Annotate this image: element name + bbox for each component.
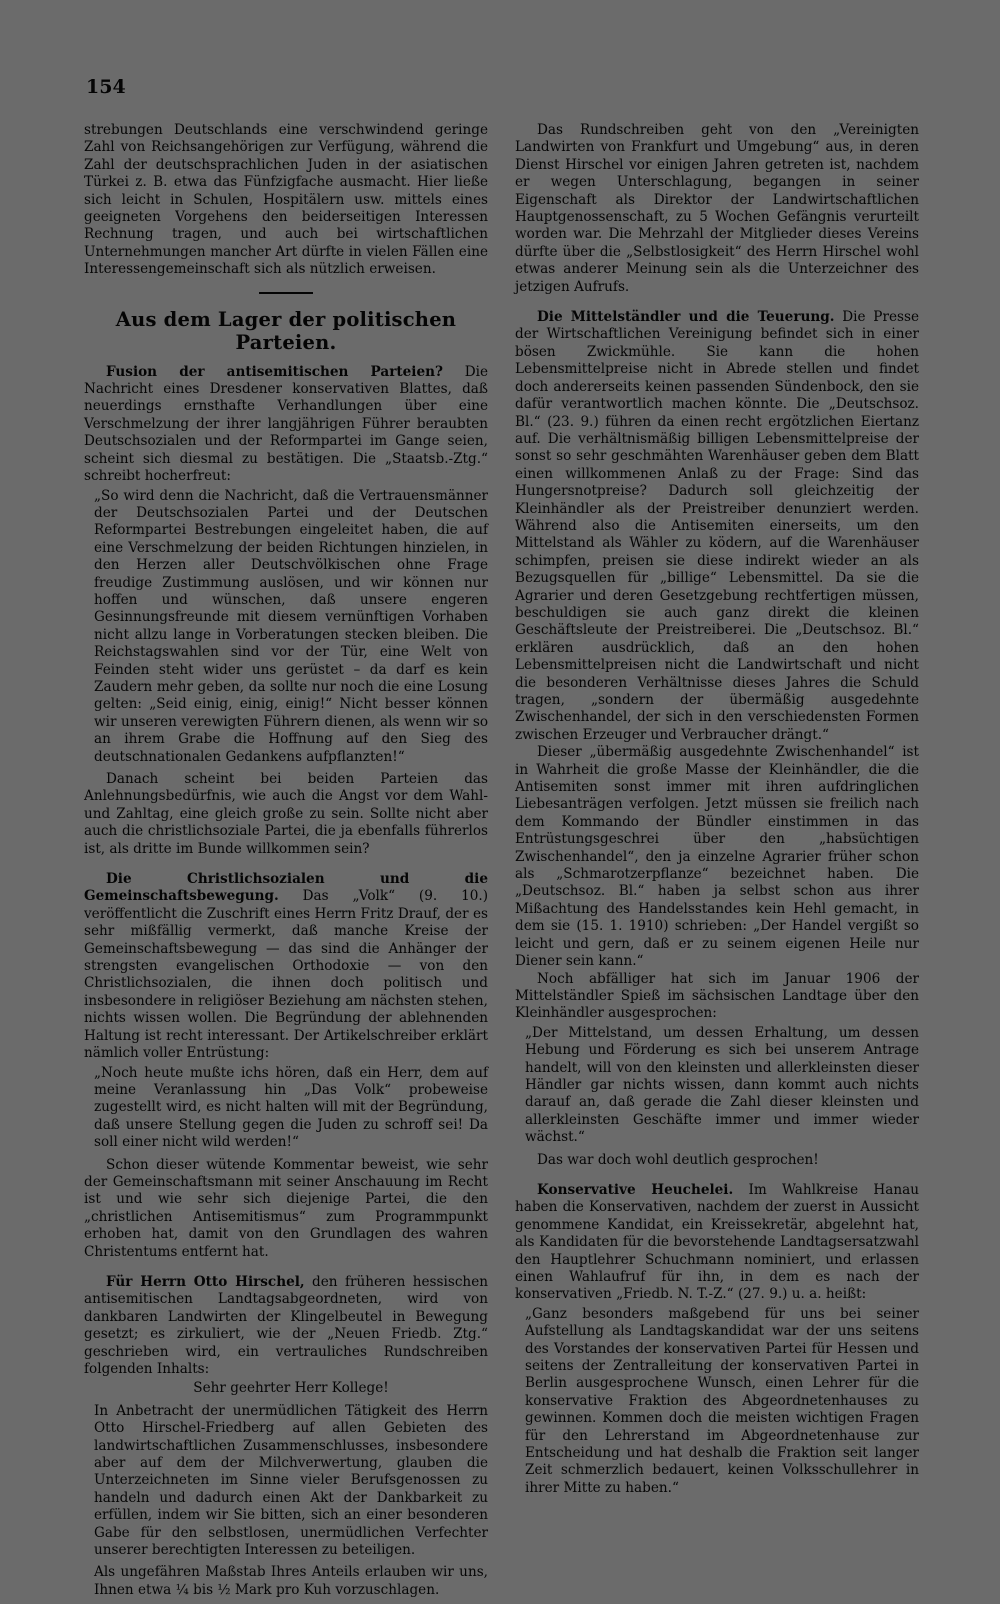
left-column [84,122,488,1604]
article-hirschel [84,1274,488,1378]
article-paragraph: Dieser „übermäßig ausgedehnte Zwischenhandel“ ist in Wahrheit die große Masse der Kleinhändler, die die Antisemiten sonst immer mit ihren aufdringlichen Liebesanträgen verfolgen. Jetzt müssen sie freilich nach dem Kommando der Bündler einstimmen in das Entrüstungsgeschrei über den „habsüchtigen Zwischenhandel“, den ja einzelne Agrarier früher schon als „Schmarotzerpflanze“ bezeichnet haben. Die „Deutschsoz. Bl.“ haben ja selbst schon aus ihrer Mißachtung des Handelsstandes kein Hehl gemacht, in dem sie (15. 1. 1910) schrieben: „Der Handel vergißt so leicht und gern, daß er zu seinem eigenen Heile nur Diener sein kann.“ [515,744,919,970]
article-paragraph: Noch abfälliger hat sich im Januar 1906 der Mittelständler Spieß im sächsischen Landtage über den Kleinhändler ausgesprochen: [515,970,919,1022]
article-heading: Konservative Heuchelei. [537,1181,734,1198]
section-title: Aus dem Lager der politischen Parteien. [115,307,457,354]
quote-block: „Der Mittelstand, um dessen Erhaltung, um dessen Hebung und Förderung es sich bei unserem Antrage handelt, will von den kleinsten und allerkleinsten dieser Händler gar nichts wissen, dann kommt auch nichts darauf an, daß gerade die Zahl dieser kleinsten und allerkleinsten Geschäfte immer und immer wieder wächst.“ [525,1024,919,1146]
article-text: Das „Volk“ (9. 10.) veröffentlicht die Zuschrift eines Herrn Fritz Drauf, der es sehr mißfällig vermerkt, daß manche Kreise der Gemeinschaftsbewegung — das sind die Anhänger der strengsten evangelischen Orthodoxie — von den Christlichsozialen, die ihnen doch politisch und insbesondere in religiöser Beziehung am nächsten stehen, nichts wissen wollen. Die Begründung der ablehnenden Haltung ist recht interessant. Der Artikelschreiber erklärt nämlich voller Entrüstung: [84,888,488,1062]
letter-closing: Als ungefähren Maßstab Ihres Anteils erlauben wir uns, Ihnen etwa ¼ bis ½ Mark pro Kuh vorzuschlagen. [94,1564,488,1598]
continued-paragraph: strebungen Deutschlands eine verschwindend geringe Zahl von Reichsangehörigen zur Verfügung, während die Zahl der deutschsprachlichen Juden in der asiatischen Türkei z. B. etwa das Fünfzigfache ausmacht. Hier ließe sich leicht in Schulen, Hospitälern usw. mittels eines geeigneten Vorgehens den beiderseitigen Interessen Rechnung tragen, und auch bei wirtschaftlichen Unternehmungen mancher Art dürfte in vielen Fällen eine Interessengemeinschaft sich als nützlich erweisen. [84,122,488,278]
quote-block: „Noch heute mußte ichs hören, daß ein Herr, dem auf meine Veranlassung hin „Das Volk“ probeweise zugestellt wird, es nicht halten will mit der Begründung, daß unsere Stellung gegen die Juden zu schroff sei! Da soll einer nicht wild werden!“ [94,1064,488,1151]
article-text: Die Nachricht eines Dresdener konservativen Blattes, daß neuerdings ernsthafte Verhandlungen über eine Verschmelzung der ihrer langjährigen Führer beraubten Deutschsozialen und der Reformpartei im Gange seien, scheint sich diesmal zu bestätigen. Die „Staatsb.-Ztg.“ schreibt hocherfreut: [84,363,488,485]
article-heading: Fusion der antisemitischen Parteien? [106,363,443,380]
article-heading: Die Christlichsozialen und die Gemeinschaftsbewegung. [84,871,488,905]
page-number: 154 [86,76,126,98]
article-text: Die Presse der Wirtschaftlichen Vereinigung befindet sich in einer bösen Zwickmühle. Sie kann die hohen Lebensmittelpreise nicht in Abrede stellen und findet doch andererseits keinen passenden Sündenbock, den sie dafür verantwortlich machen könnte. Die „Deutschsoz. Bl.“ (23. 9.) führen da einen recht ergötzlichen Eiertanz auf. Die verhältnismäßig billigen Lebensmittelpreise der sonst so sehr geschmähten Warenhäuser geben dem Blatt einen willkommenen Anlaß zu der Frage: Sind das Hungersnotpreise? Dadurch soll gleichzeitig der Kleinhändler als der Preistreiber denunziert werden. Während also die Antisemiten einerseits, um den Mittelstand als Wähler zu ködern, auf die Warenhäuser schimpfen, preisen sie diese indirekt wieder an als Bezugsquellen für „billige“ Lebensmittel. Da sie die Agrarier und deren Gesetzgebung rechtfertigen müssen, beschuldigen sie auch ganz direkt die kleinen Geschäftsleute der Preistreiberei. Die „Deutschsoz. Bl.“ erklären ausdrücklich, daß an den hohen Lebensmittelpreisen nicht die Landwirtschaft und nicht die besonderen Verhältnisse dieses Jahres die Schuld tragen, „sondern der übermäßig ausgedehnte Zwischenhandel, der sich in den verschiedensten Formen zwischen Erzeuger und Verbraucher drängt.“ [515,309,919,743]
letter-body: In Anbetracht der unermüdlichen Tätigkeit des Herrn Otto Hirschel-Friedberg auf allen Gebieten des landwirtschaftlichen Zusammenschlusses, insbesondere aber auf dem der Milchverwertung, glauben die Unterzeichneten im Sinne vieler Berufsgenossen zu handeln und dadurch einen Akt der Dankbarkeit zu erfüllen, indem wir Sie bitten, sich an einer besonderen Gabe für den selbstlosen, unermüdlichen Verfechter unserer berechtigten Interessen zu beteiligen. [94,1402,488,1559]
article-paragraph: Danach scheint bei beiden Parteien das Anlehnungsbedürfnis, wie auch die Angst vor dem Wahl- und Zahltag, eine gleich große zu sein. Sollte nicht aber auch die christlichsoziale Partei, die ja ebenfalls führerlos ist, als dritte im Bunde willkommen sein? [84,771,488,857]
spacer [84,1261,488,1274]
right-column [515,122,919,1502]
quote-block: „Ganz besonders maßgebend für uns bei seiner Aufstellung als Landtagskandidat war der uns seitens des Vorstandes der konservativen Partei für Hessen und seitens der Zentralleitung der konservativen Partei in Berlin ausgesprochene Wunsch, einen Lehrer für die konservative Fraktion des Abgeordnetenhauses zu gewinnen. Kommen doch die meisten wichtigen Fragen für den Lehrerstand im Abgeordnetenhause zur Entscheidung und hat deshalb die Fraktion seit langer Zeit schmerzlich bedauert, keinen Volksschullehrer in ihrer Mitte zu haben.“ [525,1305,919,1496]
spacer [84,858,488,871]
spacer [515,1169,919,1182]
article-paragraph: Das war doch wohl deutlich gesprochen! [537,1151,819,1168]
letter-salutation: Sehr geehrter Herr Kollege! [193,1380,389,1397]
spacer [515,296,919,309]
article-heading: Für Herrn Otto Hirschel, [106,1273,305,1290]
section-divider [259,292,313,294]
article-christlichsoziale [84,871,488,1062]
article-paragraph: Das Rundschreiben geht von den „Vereinigten Landwirten von Frankfurt und Umgebung“ aus, in deren Dienst Hirschel vor einigen Jahren getreten ist, nachdem er wegen Unterschlagung, begangen in seiner Eigenschaft als Direktor der Landwirtschaftlichen Hauptgenossenschaft, zu 5 Wochen Gefängnis verurteilt worden war. Die Mehrzahl der Mitglieder dieses Vereins dürfte über die „Selbstlosigkeit“ des Herrn Hirschel wohl etwas anderer Meinung sein als die Unterzeichner des jetzigen Aufrufs. [515,122,919,295]
quote-block [94,488,488,767]
article-text: Im Wahlkreise Hanau haben die Konservativen, nachdem der zuerst in Aussicht genommene Kandidat, ein Kreissekretär, abgelehnt hat, als Kandidaten für die bevorstehende Landtagsersatzwahl den Hauptlehrer Schuchmann nominiert, und erlassen einen Wahlaufruf für ihn, in dem es nach der konservativen „Friedb. N. T.-Z.“ (27. 9.) u. a. heißt: [515,1181,919,1303]
article-text: den früheren hessischen antisemitischen Landtagsabgeordneten, wird von dankbaren Landwirten der Klingelbeutel in Bewegung gesetzt; es zirkuliert, wie der „Neuen Friedb. Ztg.“ geschrieben wird, ein vertrauliches Rundschreiben folgenden Inhalts: [84,1273,488,1377]
article-heading: Die Mittelständler und die Teuerung. [537,309,835,326]
article-fusion [84,364,488,486]
article-paragraph: Schon dieser wütende Kommentar beweist, wie sehr der Gemeinschaftsmann mit seiner Anschauung im Recht ist und wie sehr sich diejenige Partei, die den „christlichen Antisemitismus“ zum Programmpunkt erhoben hat, damit von den Grundlagen des wahren Christentums entfernt hat. [84,1156,488,1260]
article-mittelstaendler [515,309,919,744]
article-konservative [515,1182,919,1304]
quote-text: „So wird denn die Nachricht, daß die Vertrauensmänner der Deutschsozialen Partei und der Deutschen Reformpartei Bestrebungen eingeleitet haben, die auf eine Verschmelzung der beiden Richtungen hinzielen, in den Herzen aller Deutschvölkischen ohne Frage freudige Zustimmung auslösen, und wir können nur hoffen und wünschen, daß unsere engeren Gesinnungsfreunde mit diesem vernünftigen Vorhaben nicht allzu lange in Vorberatungen stecken bleiben. Die Reichstagswahlen sind vor der Tür, eine Welt von Feinden steht wider uns gerüstet – da darf es kein Zaudern mehr geben, da sollte nur noch die eine Losung gelten: „Seid einig, einig, einig!“ Nicht besser können wir unseren verewigten Führern dienen, als wenn wir so an ihrem Grabe die Hoffnung auf den Sieg des deutschnationalen Gedankens aufpflanzten!“ [94,487,488,765]
